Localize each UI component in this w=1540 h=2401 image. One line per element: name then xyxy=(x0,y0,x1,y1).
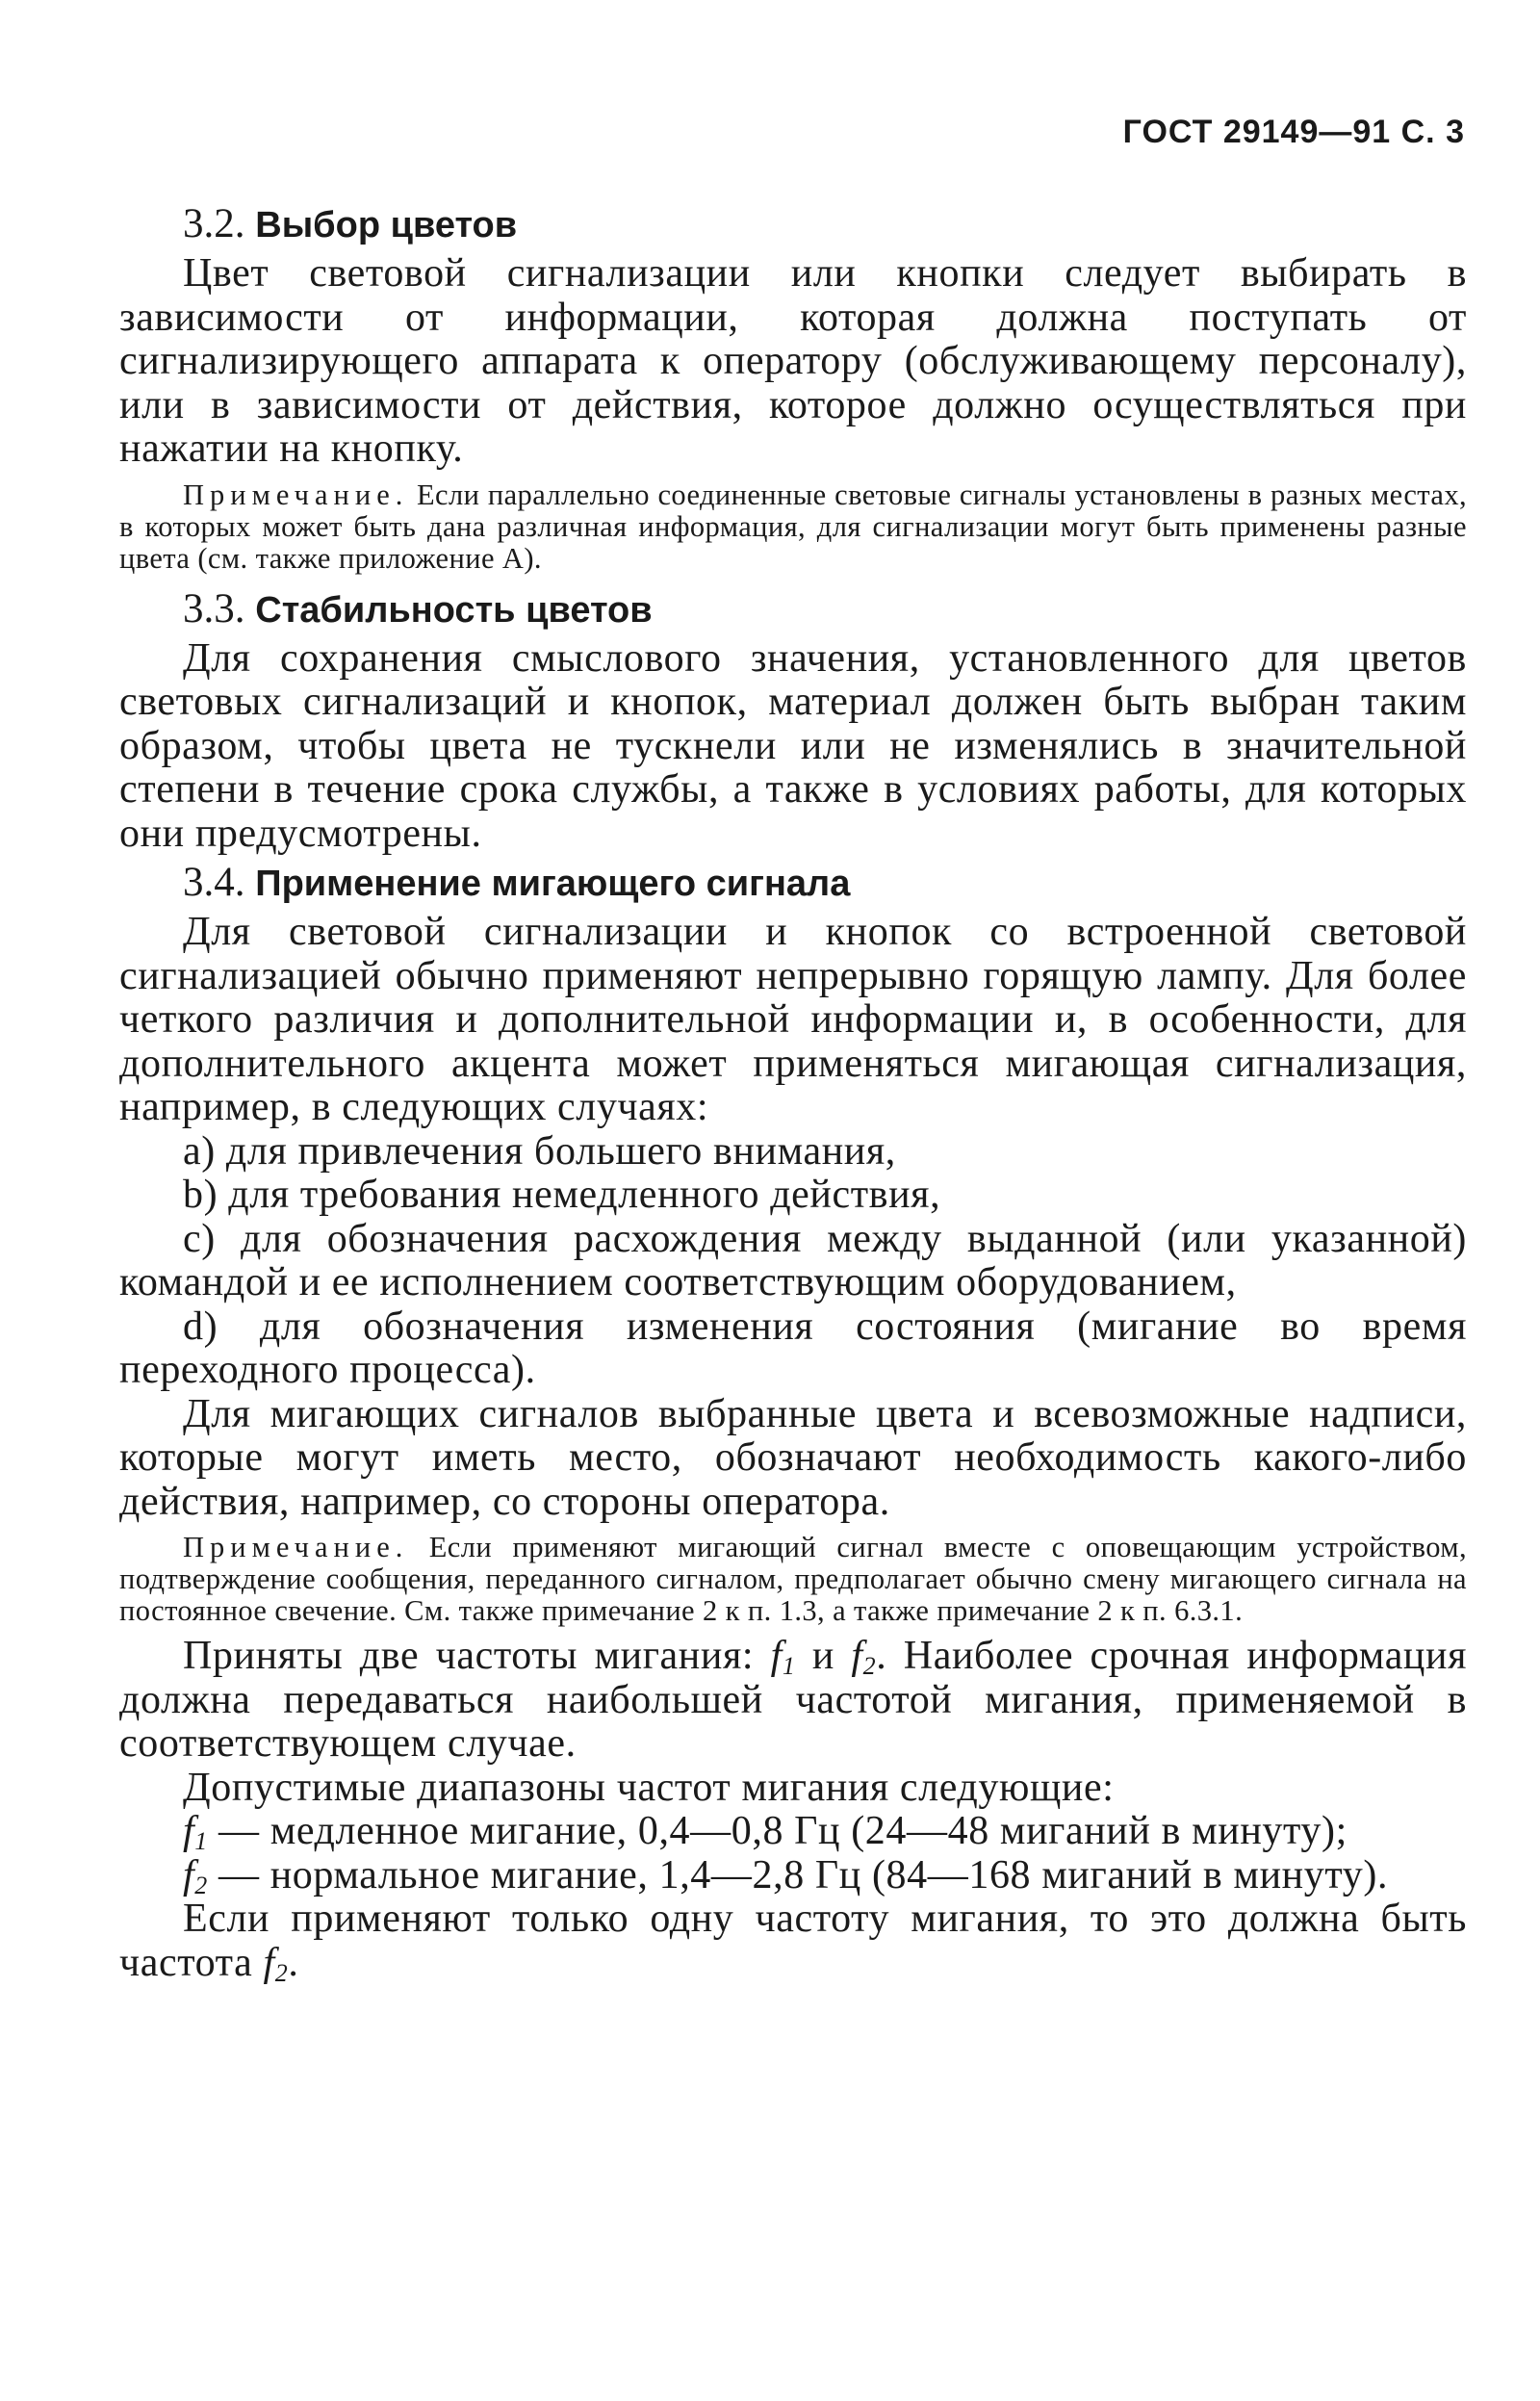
document-body xyxy=(119,197,1467,1985)
frequency-paragraph xyxy=(119,1635,1467,1767)
symbol-f: f xyxy=(183,1852,195,1898)
subscript: 1 xyxy=(194,1827,208,1855)
section-3-3-heading xyxy=(119,582,1467,637)
section-3-2-note xyxy=(119,479,1467,575)
subscript: 2 xyxy=(194,1871,208,1899)
symbol-f2 xyxy=(851,1634,876,1678)
section-number: 3.3. xyxy=(183,585,245,632)
symbol-f1 xyxy=(183,1809,208,1853)
section-title: Применение мигающего сигнала xyxy=(255,864,851,904)
section-title: Стабильность цветов xyxy=(255,589,653,631)
section-3-2-body: Цвет световой сигнализации или кнопки следует выбирать в зависимости от информации, которая должна поступать от сигнализирующего аппарата к оператору (обслуживающему персоналу), или в зависимости от действия, которое должно осуществляться при нажатии на кнопку. xyxy=(119,251,1467,471)
section-3-2-heading xyxy=(119,197,1467,252)
symbol-f1 xyxy=(771,1634,796,1678)
section-title: Выбор цветов xyxy=(255,205,518,245)
text-run: Если применяют только одну частоту мигания, то это должна быть частота xyxy=(119,1897,1467,1985)
section-3-4-body: Для световой сигнализации и кнопок со встроенной световой сигнализацией обычно применяют непрерывно горящую лампу. Для более четкого различия и дополнительной информации и, в особенности, для дополнительного акцента может применяться мигающая сигнализация, например, в следующих случаях: xyxy=(119,910,1467,1129)
text-run: . Наиболее срочная информация должна передаваться наибольшей частотой мигания, применяемой в соответствующем случае. xyxy=(119,1634,1468,1766)
frequency-range-f1 xyxy=(119,1810,1467,1854)
text-run: — нормальное мигание, 1,4—2,8 Гц (84—168 миганий в минуту). xyxy=(207,1852,1389,1898)
section-number: 3.4. xyxy=(183,860,245,905)
single-frequency-paragraph xyxy=(119,1898,1467,1985)
text-run: и xyxy=(795,1634,852,1678)
section-3-3-body: Для сохранения смыслового значения, установленного для цветов световых сигнализаций и кнопок, материал должен быть выбран таким образом, чтобы цвета не тускнели или не изменялись в значительной степени в течение срока службы, а также в условиях работы, для которых они предусмотрены. xyxy=(119,635,1467,856)
frequency-range-f2 xyxy=(119,1854,1467,1898)
symbol-f: f xyxy=(263,1940,275,1985)
note-label: Примечание. xyxy=(183,478,409,511)
list-item: а) для привлечения большего внимания, xyxy=(183,1128,896,1174)
section-number: 3.2. xyxy=(183,201,245,246)
symbol-f: f xyxy=(183,1809,195,1853)
symbol-f: f xyxy=(851,1634,863,1678)
text-run: . xyxy=(288,1940,299,1985)
symbol-f2 xyxy=(183,1853,208,1898)
section-3-4-heading xyxy=(119,856,1467,911)
list-item: с) для обозначения расхождения между выданной (или указанной) командой и ее исполнением соответствующим оборудованием, xyxy=(119,1216,1467,1304)
frequency-ranges-intro: Допустимые диапазоны частот мигания следующие: xyxy=(183,1765,1115,1810)
text-run: Приняты две частоты мигания: xyxy=(183,1634,771,1678)
note-text: Если применяют мигающий сигнал вместе с оповещающим устройством, подтверждение сообщения, переданного сигналом, предполагает обычно смену мигающего сигнала на постоянное свечение. См. также примечание 2 к п. 1.3, а также примечание 2 к п. 6.3.1. xyxy=(119,1531,1467,1627)
note-text: Если параллельно соединенные световые сигналы установлены в разных местах, в которых может быть дана различная информация, для сигнализации могут быть применены разные цвета (см. также приложение А). xyxy=(119,478,1467,575)
list-item: b) для требования немедленного действия, xyxy=(183,1173,941,1217)
list-item: d) для обозначения изменения состояния (мигание во время переходного процесса). xyxy=(119,1304,1467,1392)
section-3-4-note xyxy=(119,1532,1467,1627)
symbol-f: f xyxy=(770,1634,783,1678)
note-label: Примечание. xyxy=(183,1531,409,1563)
page-header: ГОСТ 29149—91 С. 3 xyxy=(1122,114,1465,150)
subscript: 1 xyxy=(782,1652,796,1680)
subscript: 2 xyxy=(274,1958,289,1987)
symbol-f2 xyxy=(263,1941,288,1985)
section-3-4-body-2: Для мигающих сигналов выбранные цвета и всевозможные надписи, которые могут иметь место, обозначают необходимость какого-либо действия, например, со стороны оператора. xyxy=(119,1391,1467,1524)
subscript: 2 xyxy=(862,1652,877,1680)
text-run: — медленное мигание, 0,4—0,8 Гц (24—48 миганий в минуту); xyxy=(207,1809,1348,1853)
